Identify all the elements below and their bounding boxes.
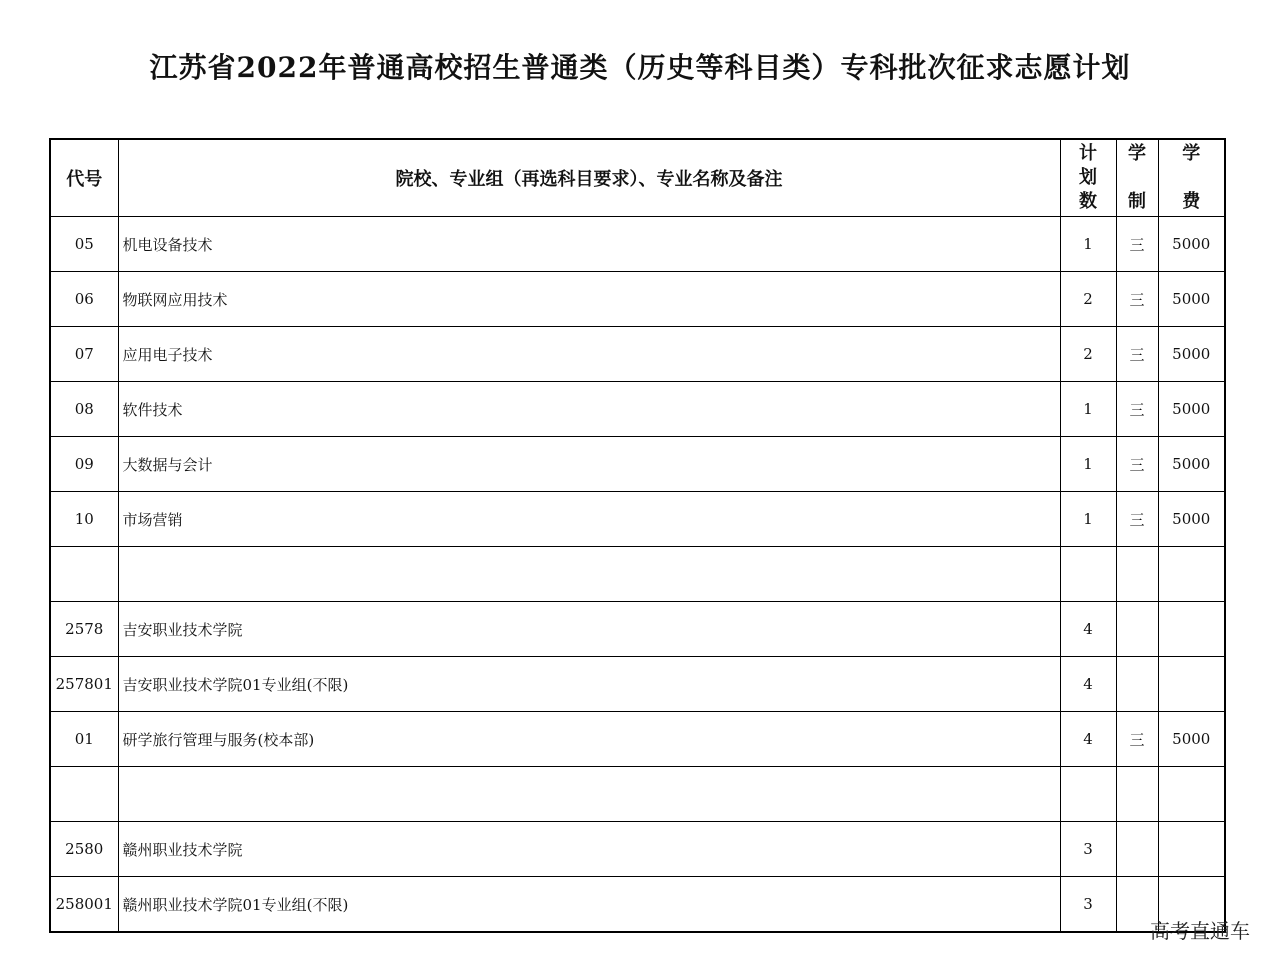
cell-years: 三 xyxy=(1116,382,1158,437)
cell-fee xyxy=(1158,822,1225,877)
cell-name: 吉安职业技术学院 xyxy=(118,602,1060,657)
cell-fee: 5000 xyxy=(1158,272,1225,327)
cell-code: 257801 xyxy=(50,657,118,712)
cell-code: 09 xyxy=(50,437,118,492)
cell-fee xyxy=(1158,767,1225,822)
table-row xyxy=(50,712,1225,767)
cell-name: 大数据与会计 xyxy=(118,437,1060,492)
cell-years: 三 xyxy=(1116,217,1158,272)
cell-plan: 4 xyxy=(1060,657,1116,712)
cell-name: 研学旅行管理与服务(校本部) xyxy=(118,712,1060,767)
header-code: 代号 xyxy=(50,139,118,217)
cell-plan: 1 xyxy=(1060,217,1116,272)
cell-fee: 5000 xyxy=(1158,437,1225,492)
cell-code: 05 xyxy=(50,217,118,272)
cell-name: 赣州职业技术学院01专业组(不限) xyxy=(118,877,1060,933)
table-row xyxy=(50,492,1225,547)
table-row xyxy=(50,767,1225,822)
cell-plan: 1 xyxy=(1060,382,1116,437)
table-row xyxy=(50,602,1225,657)
cell-years xyxy=(1116,602,1158,657)
cell-plan: 3 xyxy=(1060,822,1116,877)
header-years: 学 制 xyxy=(1116,139,1158,217)
cell-plan xyxy=(1060,547,1116,602)
page-title: 江苏省2022年普通高校招生普通类（历史等科目类）专科批次征求志愿计划 xyxy=(149,51,1131,84)
cell-plan: 2 xyxy=(1060,272,1116,327)
table-row xyxy=(50,657,1225,712)
cell-code: 07 xyxy=(50,327,118,382)
cell-fee xyxy=(1158,547,1225,602)
cell-years: 三 xyxy=(1116,492,1158,547)
table-row xyxy=(50,327,1225,382)
cell-code: 2580 xyxy=(50,822,118,877)
cell-years: 三 xyxy=(1116,437,1158,492)
cell-code xyxy=(50,547,118,602)
table-header-row xyxy=(50,139,1225,217)
cell-fee xyxy=(1158,602,1225,657)
table-row xyxy=(50,822,1225,877)
cell-code xyxy=(50,767,118,822)
cell-fee: 5000 xyxy=(1158,217,1225,272)
table-row xyxy=(50,272,1225,327)
cell-code: 2578 xyxy=(50,602,118,657)
table-row xyxy=(50,877,1225,933)
cell-fee: 5000 xyxy=(1158,382,1225,437)
cell-name: 应用电子技术 xyxy=(118,327,1060,382)
cell-fee: 5000 xyxy=(1158,327,1225,382)
cell-code: 08 xyxy=(50,382,118,437)
table-row xyxy=(50,217,1225,272)
cell-name: 物联网应用技术 xyxy=(118,272,1060,327)
cell-name: 软件技术 xyxy=(118,382,1060,437)
plan-table xyxy=(49,138,1226,933)
cell-plan: 3 xyxy=(1060,877,1116,933)
cell-plan: 2 xyxy=(1060,327,1116,382)
cell-name xyxy=(118,547,1060,602)
cell-plan xyxy=(1060,767,1116,822)
header-plan: 计 划 数 xyxy=(1060,139,1116,217)
cell-plan: 1 xyxy=(1060,437,1116,492)
cell-code: 258001 xyxy=(50,877,118,933)
cell-plan: 4 xyxy=(1060,712,1116,767)
cell-years xyxy=(1116,767,1158,822)
cell-code: 06 xyxy=(50,272,118,327)
watermark-text: 高考直通车 xyxy=(1150,919,1250,943)
table-row xyxy=(50,437,1225,492)
cell-fee: 5000 xyxy=(1158,712,1225,767)
cell-name: 吉安职业技术学院01专业组(不限) xyxy=(118,657,1060,712)
cell-code: 01 xyxy=(50,712,118,767)
cell-years: 三 xyxy=(1116,272,1158,327)
cell-name: 赣州职业技术学院 xyxy=(118,822,1060,877)
cell-years: 三 xyxy=(1116,327,1158,382)
table-row xyxy=(50,547,1225,602)
cell-years xyxy=(1116,657,1158,712)
table-row xyxy=(50,382,1225,437)
cell-name: 市场营销 xyxy=(118,492,1060,547)
cell-name: 机电设备技术 xyxy=(118,217,1060,272)
cell-plan: 4 xyxy=(1060,602,1116,657)
cell-name xyxy=(118,767,1060,822)
cell-plan: 1 xyxy=(1060,492,1116,547)
header-fee: 学 费 xyxy=(1158,139,1225,217)
cell-years xyxy=(1116,547,1158,602)
cell-code: 10 xyxy=(50,492,118,547)
header-name: 院校、专业组（再选科目要求）、专业名称及备注 xyxy=(118,139,1060,217)
cell-years xyxy=(1116,822,1158,877)
cell-fee xyxy=(1158,657,1225,712)
cell-years: 三 xyxy=(1116,712,1158,767)
cell-fee: 5000 xyxy=(1158,492,1225,547)
